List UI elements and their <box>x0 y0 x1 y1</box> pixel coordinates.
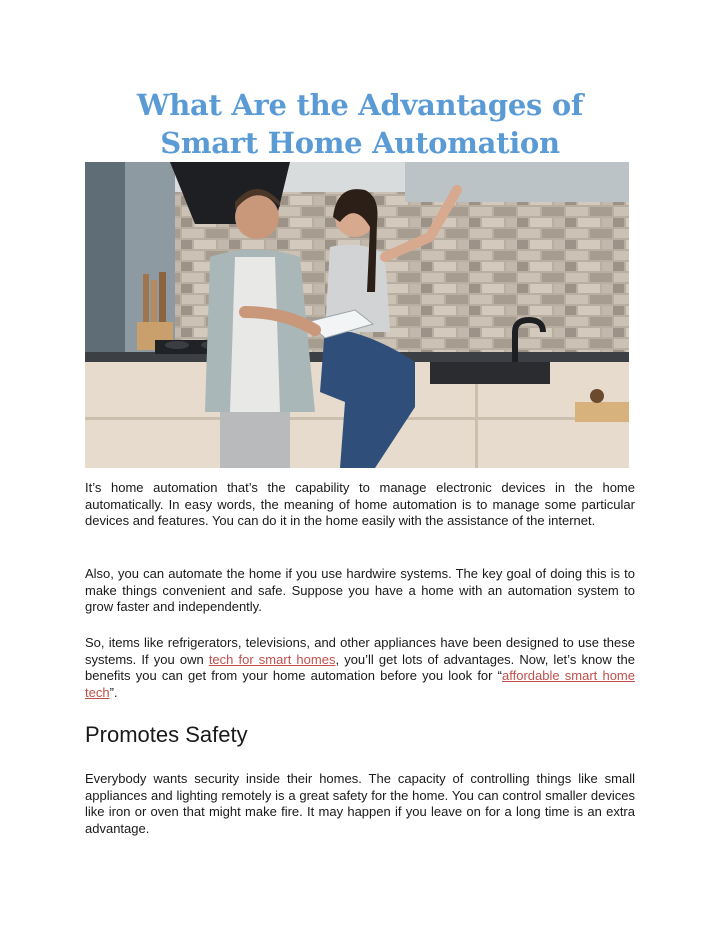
kitchen-couple-illustration <box>85 162 629 468</box>
paragraph-appliances-part3: ”. <box>109 684 118 700</box>
section-heading-safety: Promotes Safety <box>85 722 248 747</box>
hero-photo <box>85 162 629 468</box>
title-line-1: What Are the Advantages of <box>136 88 584 122</box>
paragraph-appliances-part2: , you’ll get lots of advantages. Now, let’s know the benefits you can get from your home automation before you look for “ <box>85 651 635 684</box>
link-tech-for-smart-homes[interactable]: tech for smart homes <box>208 651 336 667</box>
paragraph-hardwire: Also, you can automate the home if you use hardwire systems. The key goal of doing this is to make things convenient and safe. Suppose you have a home with an automation system to grow faster and independently. <box>85 566 635 615</box>
paragraph-safety: Everybody wants security inside their homes. The capacity of controlling things like small appliances and lighting remotely is a great safety for the home. You can control smaller devices like iron or oven that might make fire. It may happen if you leave on for a long time is an extra advantage. <box>85 771 635 836</box>
link-affordable-smart-home-tech[interactable]: affordable smart home tech <box>85 668 635 700</box>
paragraph-appliances <box>85 635 635 701</box>
paragraph-intro: It’s home automation that’s the capability to manage electronic devices in the home automatically. In easy words, the meaning of home automation is to manage some particular devices and features. You can do it in the home easily with the assistance of the internet. <box>85 480 635 529</box>
article-title <box>84 86 636 162</box>
title-line-2: Smart Home Automation <box>160 126 560 160</box>
paragraph-appliances-part1: So, items like refrigerators, televisions, and other appliances have been designed to use these systems. If you own <box>85 635 635 667</box>
